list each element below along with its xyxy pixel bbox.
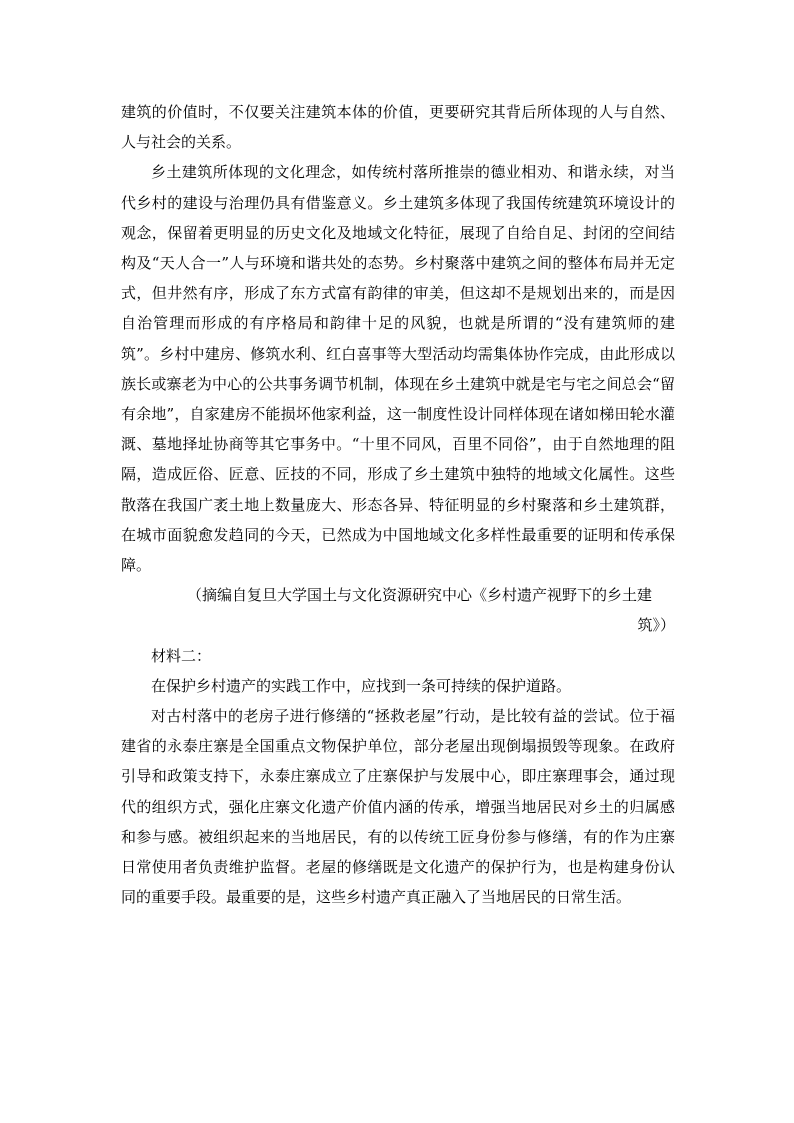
paragraph-rescue-old-houses: 对古村落中的老房子进行修缮的“拯救老屋”行动，是比较有益的尝试。位于福建省的永泰庄寨是全国重点文物保护单位，部分老屋出现倒塌损毁等现象。在政府引导和政策支持下，永泰庄寨成立了庄寨保护与发展中心，即庄寨理事会，通过现代的组织方式，强化庄寨文化遗产价值内涵的传承，增强当地居民对乡土的归属感和参与感。被组织起来的当地居民，有的以传统工匠身份参与修缮，有的作为庄寨日常使用者负责维护监督。老屋的修缮既是文化遗产的保护行为，也是构建身份认同的重要手段。最重要的是，这些乡村遗产真正融入了当地居民的日常生活。 <box>121 707 675 907</box>
source-citation-line-1: （摘编自复旦大学国土与文化资源研究中心《乡村遗产视野下的乡土建 <box>187 586 653 605</box>
paragraph-continuation: 建筑的价值时，不仅要关注建筑本体的价值，更要研究其背后所体现的人与自然、人与社会的关系。 <box>121 103 675 152</box>
document-body <box>121 97 675 912</box>
source-citation <box>121 580 675 640</box>
paragraph-vernacular-architecture: 乡土建筑所体现的文化理念，如传统村落所推崇的德业相劝、和谐永续，对当代乡村的建设与治理仍具有借鉴意义。乡土建筑多体现了我国传统建筑环境设计的观念，保留着更明显的历史文化及地域文化特征，展现了自给自足、封闭的空间结构及“天人合一”人与环境和谐共处的态势。乡村聚落中建筑之间的整体布局并无定式，但井然有序，形成了东方式富有韵律的审美，但这却不是规划出来的，而是因自治管理而形成的有序格局和韵律十足的风貌，也就是所谓的“没有建筑师的建筑”。乡村中建房、修筑水利、红白喜事等大型活动均需集体协作完成，由此形成以族长或寨老为中心的公共事务调节机制，体现在乡土建筑中就是宅与宅之间总会“留有余地”，自家建房不能损坏他家利益，这一制度性设计同样体现在诸如梯田轮水灌溉、墓地择址协商等其它事务中。“十里不同风，百里不同俗”，由于自然地理的阻隔，造成匠俗、匠意、匠技的不同，形成了乡土建筑中独特的地域文化属性。这些散落在我国广袤土地上数量庞大、形态各异、特征明显的乡村聚落和乡土建筑群，在城市面貌愈发趋同的今天，已然成为中国地域文化多样性最重要的证明和传承保障。 <box>121 163 675 575</box>
paragraph-sustainable-protection: 在保护乡村遗产的实践工作中，应找到一条可持续的保护道路。 <box>151 676 572 695</box>
material-two-label: 材料二： <box>151 646 212 665</box>
source-citation-line-2: 筑》） <box>637 616 675 635</box>
